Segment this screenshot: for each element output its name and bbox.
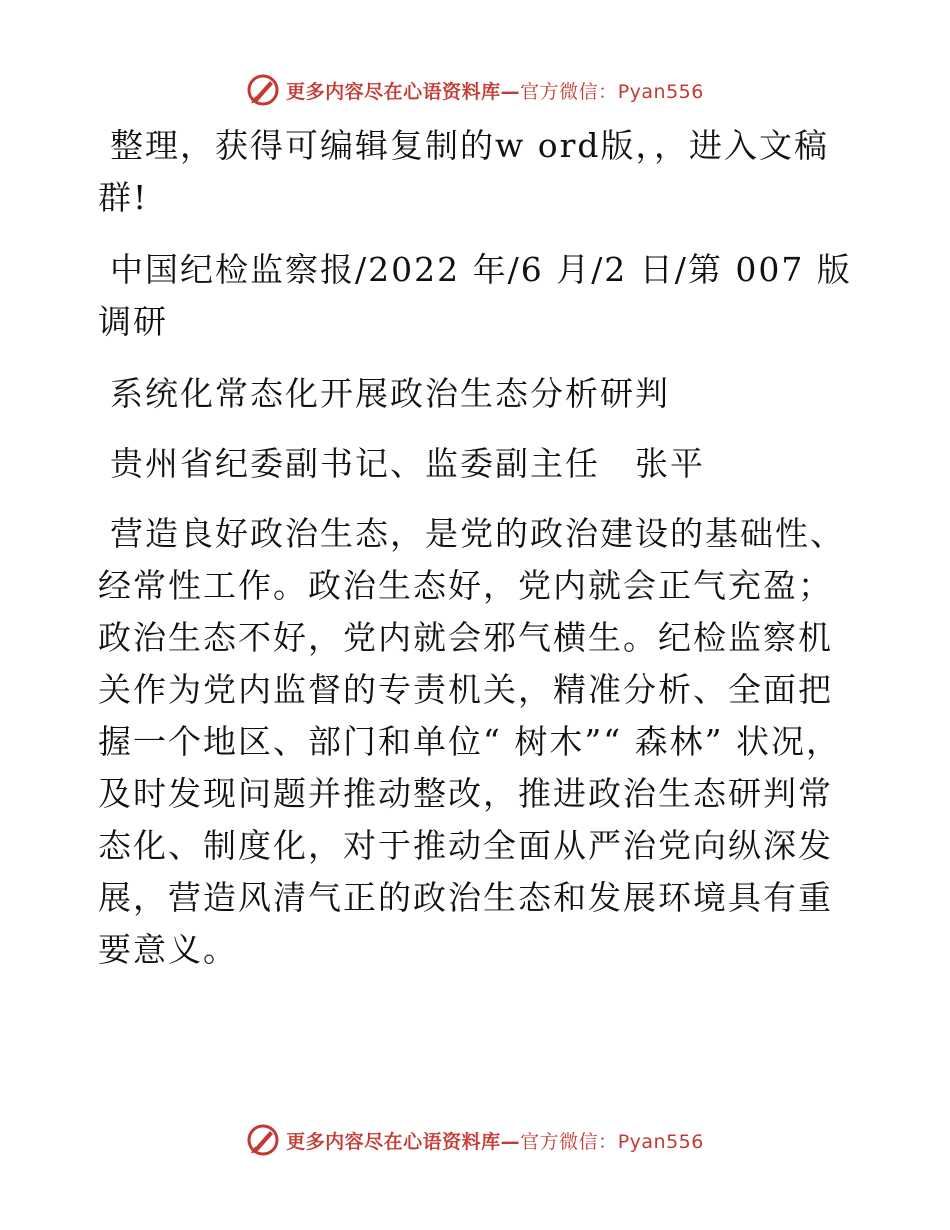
banner-dash: —	[500, 80, 521, 103]
banner-text	[286, 1127, 704, 1154]
banner-dash: —	[500, 1130, 521, 1153]
article-title: 系统化常态化开展政治生态分析研判	[110, 374, 670, 413]
body-paragraph: 营造良好政治生态，是党的政治建设的基础性、经常性工作。政治生态好，党内就会正气充盈；政治生态不好，党内就会邪气横生。纪检监察机关作为党内监督的专责机关，精准分析、全面把握一个地区、部门和单位“ 树木”“ 森林” 状况，及时发现问题并推动整改，推进政治生态研判常态化、制度化，对于推动全面从严治党向纵深发展，营造风清气正的政治生态和发展环境具有重要意义。	[98, 514, 845, 969]
banner-main-text: 更多内容尽在心语资料库	[286, 1130, 501, 1153]
header-banner	[0, 70, 950, 110]
footer-banner	[0, 1120, 950, 1160]
banner-wechat-id: Pyan556	[617, 1130, 704, 1153]
banner-wechat-id: Pyan556	[617, 80, 704, 103]
banner-main-text: 更多内容尽在心语资料库	[286, 80, 501, 103]
banner-text	[286, 77, 704, 104]
quill-logo-icon	[246, 73, 280, 107]
banner-wechat-label: 官方微信：	[520, 80, 618, 103]
banner-wechat-label: 官方微信：	[520, 1130, 618, 1153]
source-line: 中国纪检监察报/2022 年/6 月/2 日/第 007 版调研	[98, 250, 852, 341]
intro-paragraph: 整理，获得可编辑复制的w ord版，，进入文稿群!	[98, 126, 830, 217]
quill-logo-icon	[246, 1123, 280, 1157]
document-body	[98, 120, 858, 996]
author-line: 贵州省纪委副书记、监委副主任 张平	[110, 444, 705, 483]
